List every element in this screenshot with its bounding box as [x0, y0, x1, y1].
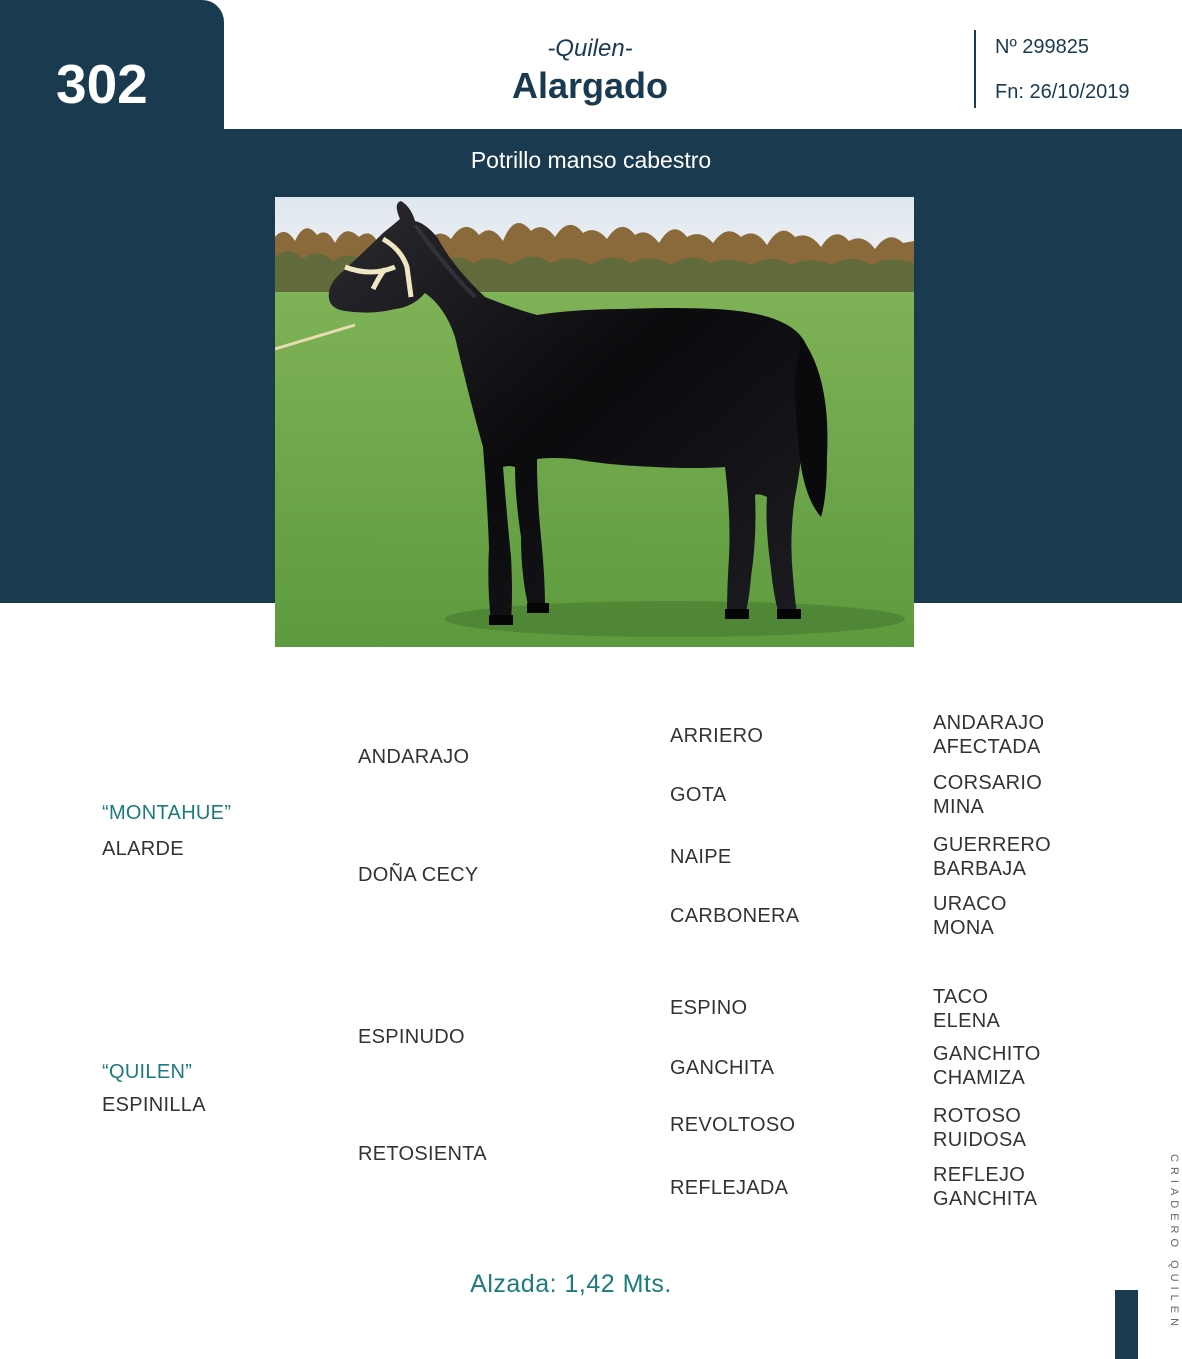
great-grandparent-3: NAIPE [670, 846, 732, 868]
great-grandparent-2: GOTA [670, 784, 727, 806]
height-label: Alzada: 1,42 Mts. [470, 1270, 672, 1298]
ggg-7-dam: RUIDOSA [933, 1129, 1027, 1151]
grandparent-4: RETOSIENTA [358, 1143, 487, 1165]
breeder-name: -Quilen- [547, 35, 633, 62]
horse-photo [275, 197, 914, 647]
ggg-4-dam: MONA [933, 917, 995, 939]
side-accent-bar [1115, 1290, 1138, 1359]
sire-name: ALARDE [102, 838, 184, 860]
ggg-3-dam: BARBAJA [933, 858, 1027, 880]
ggg-3-sire: GUERRERO [933, 834, 1051, 856]
birth-date: Fn: 26/10/2019 [995, 81, 1130, 103]
ggg-2-sire: CORSARIO [933, 772, 1043, 794]
ggg-6-sire: GANCHITO [933, 1043, 1041, 1065]
great-grandparent-5: ESPINO [670, 997, 748, 1019]
ggg-5-dam: ELENA [933, 1010, 1001, 1032]
ggg-8-dam: GANCHITA [933, 1188, 1038, 1210]
dam-name: ESPINILLA [102, 1094, 206, 1116]
lot-tab [0, 0, 224, 132]
grandparent-2: DOÑA CECY [358, 864, 479, 886]
ggg-8-sire: REFLEJO [933, 1164, 1026, 1186]
sire-prefix: “MONTAHUE” [102, 802, 232, 824]
ggg-4-sire: URACO [933, 893, 1007, 915]
ggg-5-sire: TACO [933, 986, 989, 1008]
ggg-7-sire: ROTOSO [933, 1105, 1022, 1127]
horse-name: Alargado [511, 65, 669, 106]
great-grandparent-1: ARRIERO [670, 725, 764, 747]
ggg-6-dam: CHAMIZA [933, 1067, 1026, 1089]
header-divider [974, 30, 976, 108]
dam-prefix: “QUILEN” [102, 1061, 193, 1083]
great-grandparent-6: GANCHITA [670, 1057, 775, 1079]
category-label: Potrillo manso cabestro [470, 147, 712, 173]
lot-number: 302 [56, 53, 148, 115]
great-grandparent-7: REVOLTOSO [670, 1114, 796, 1136]
great-grandparent-4: CARBONERA [670, 905, 800, 927]
title-block [390, 34, 790, 108]
great-grandparent-8: REFLEJADA [670, 1177, 789, 1199]
registration-number: Nº 299825 [995, 36, 1090, 58]
grandparent-1: ANDARAJO [358, 746, 470, 768]
ggg-2-dam: MINA [933, 796, 985, 818]
ggg-1-dam: AFECTADA [933, 736, 1041, 758]
side-label: CRIADERO QUILEN [1168, 1154, 1180, 1332]
grandparent-3: ESPINUDO [358, 1026, 465, 1048]
ggg-1-sire: ANDARAJO [933, 712, 1045, 734]
